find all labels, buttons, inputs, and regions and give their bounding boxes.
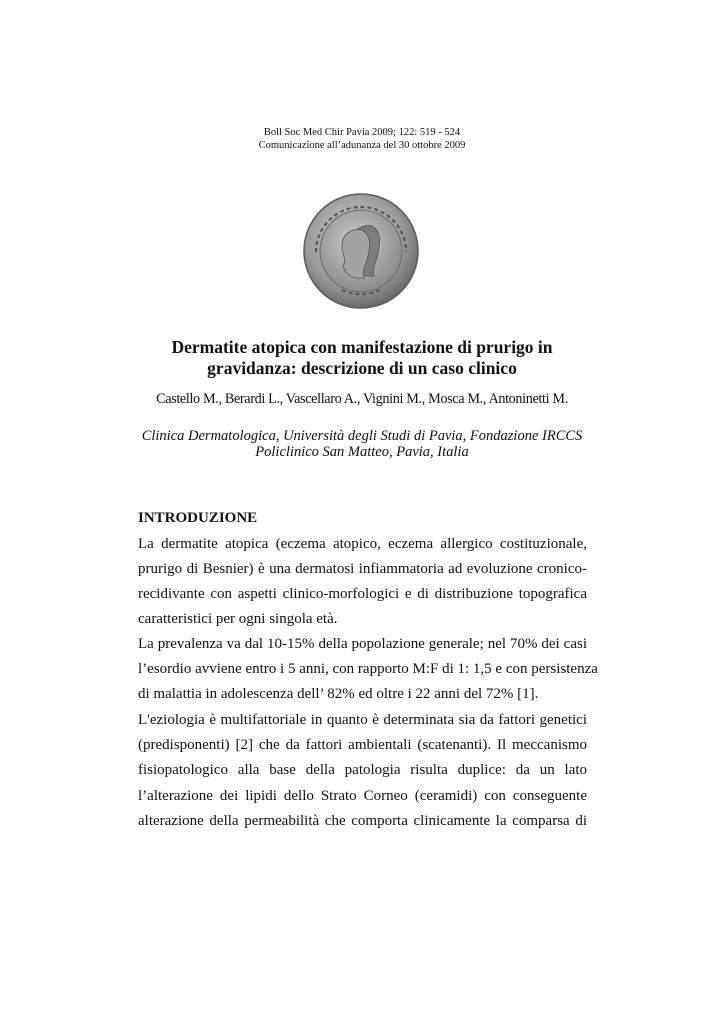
communication-date: Comunicazione all’adunanza del 30 ottobre 2009 [258, 140, 466, 151]
body-line: recidivante con aspetti clinico-morfologici e di distribuzione topografica [138, 586, 587, 602]
body-line: caratteristici per ogni singola età. [138, 611, 338, 627]
body-line: La dermatite atopica (eczema atopico, eczema allergico costituzionale, [138, 536, 587, 552]
journal-citation: Boll Soc Med Chir Pavia 2009; 122: 519 - 524 [263, 127, 461, 138]
body-line: fisiopatologico alla base della patologia risulta duplice: da un lato [138, 762, 587, 778]
body-line: di malattia in adolescenza dell’ 82% ed oltre i 22 anni del 72% [1]. [138, 686, 539, 702]
affiliation-line-2: Policlinico San Matteo, Pavia, Italia [255, 444, 469, 460]
section-heading: INTRODUZIONE [138, 510, 258, 526]
body-line: l’alterazione dei lipidi dello Strato Corneo (ceramidi) con conseguente [138, 788, 587, 804]
body-line: l’esordio avviene entro i 5 anni, con rapporto M:F di 1: 1,5 e con persistenza [138, 661, 598, 677]
paper-title-line-1: Dermatite atopica con manifestazione di prurigo in [171, 337, 553, 357]
author-list: Castello M., Berardi L., Vascellaro A., Vignini M., Mosca M., Antoninetti M. [156, 391, 568, 407]
body-line: L'eziologia è multifattoriale in quanto è determinata sia da fattori genetici [138, 712, 587, 728]
paper-title-line-2: gravidanza: descrizione di un caso clinico [207, 358, 517, 378]
society-seal-logo [302, 192, 420, 310]
body-line: prurigo di Besnier) è una dermatosi infiammatoria ad evoluzione cronico- [138, 561, 587, 577]
body-line: (predisponenti) [2] che da fattori ambientali (scatenanti). Il meccanismo [138, 737, 587, 753]
body-line: alterazione della permeabilità che comporta clinicamente la comparsa di [138, 813, 587, 829]
affiliation-line-1: Clinica Dermatologica, Università degli Studi di Pavia, Fondazione IRCCS [141, 428, 583, 444]
body-line: La prevalenza va dal 10-15% della popolazione generale; nel 70% dei casi [138, 636, 587, 652]
